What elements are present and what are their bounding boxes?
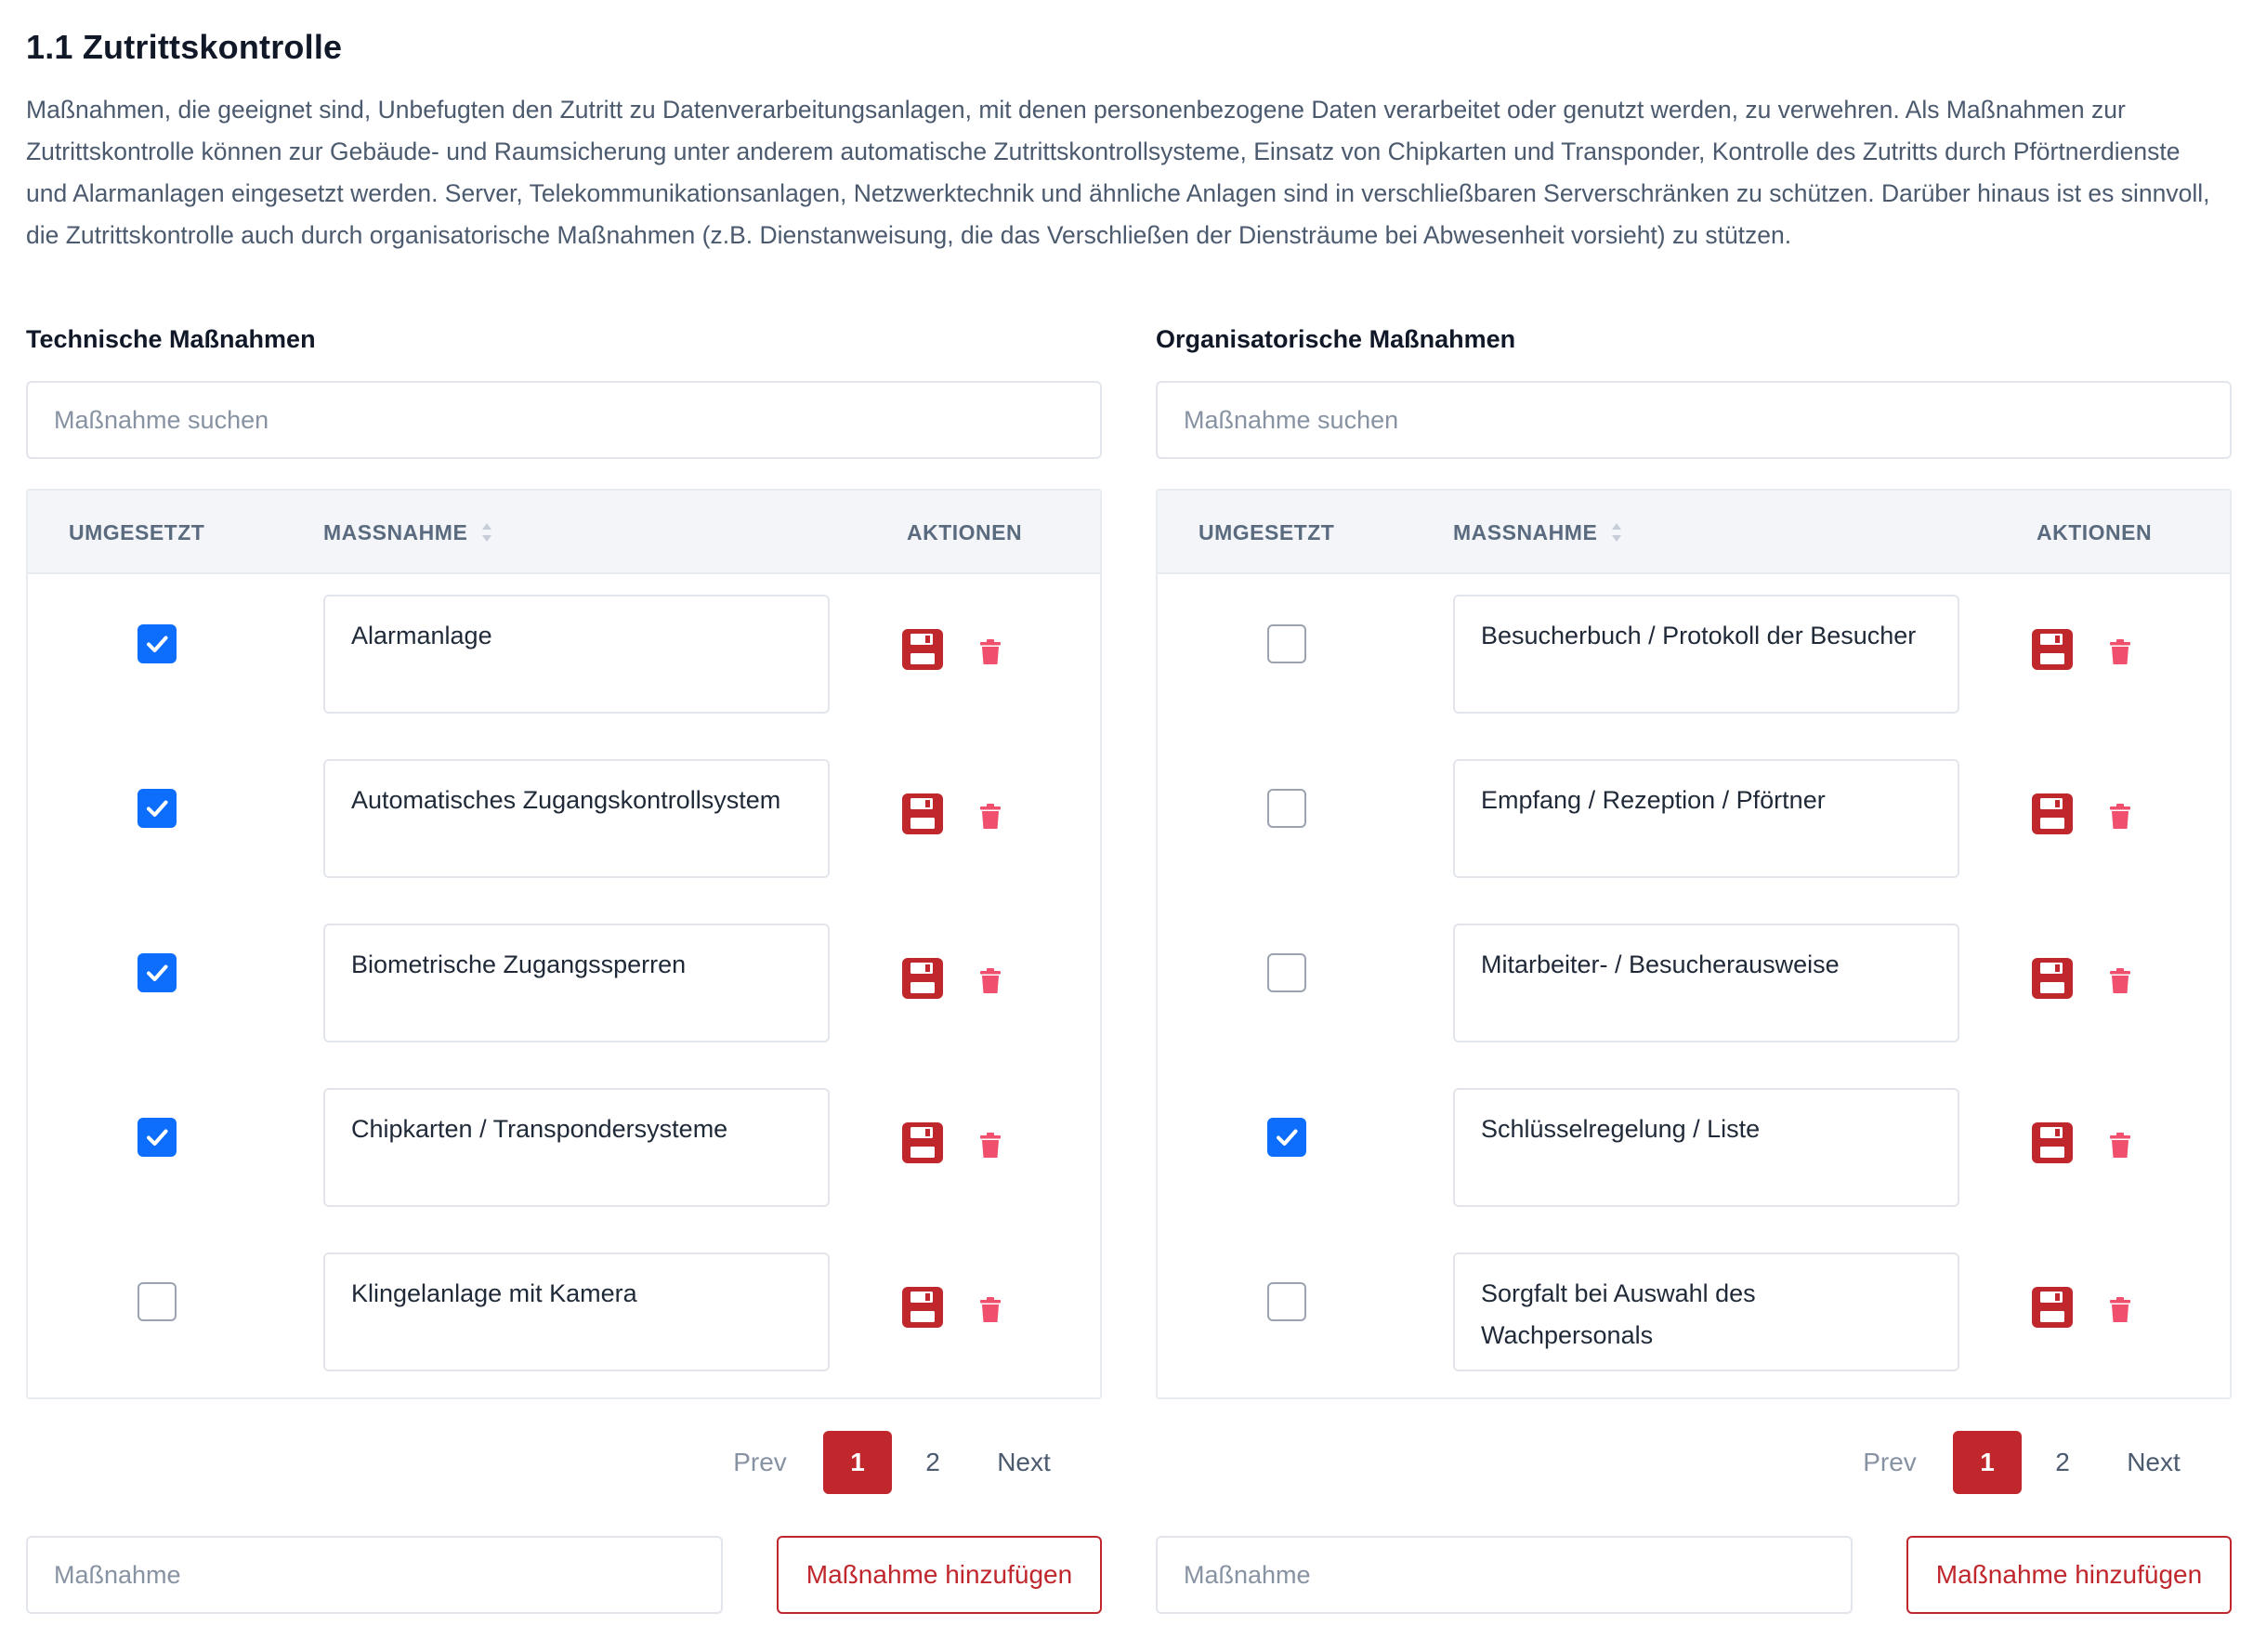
- table-row: [28, 1068, 1100, 1232]
- pagination-page-2[interactable]: 2: [925, 1448, 940, 1476]
- measure-text-field[interactable]: Chipkarten / Transpondersysteme: [323, 1088, 830, 1207]
- table-header: [1158, 491, 2230, 574]
- measure-text-field[interactable]: Biometrische Zugangssperren: [323, 924, 830, 1042]
- trash-icon[interactable]: [2109, 1133, 2131, 1159]
- checkmark-icon: [143, 630, 171, 658]
- section-description: Maßnahmen, die geeignet sind, Unbefugten den Zutritt zu Datenverarbeitungsanlagen, mit denen personenbezogene Daten verarbeitet oder genutzt werden, zu verwehren. Als Maßnahmen zur Zutrittskontrolle können zur Gebäude- und Raumsicherung unter anderem automatische Zutrittskontrollsysteme, Einsatz von Chipkarten und Transponder, Kontrolle des Zutritts durch Pförtnerdienste und Alarmanlagen eingesetzt werden. Server, Telekommunikationsanlagen, Netzwerktechnik und ähnliche Anlagen sind in verschließbaren Serverschränken zu schützen. Darüber hinaus ist es sinnvoll, die Zutrittskontrolle auch durch organisatorische Maßnahmen (z.B. Dienstanweisung, die das Verschließen der Diensträume bei Abwesenheit vorsieht) zu stützen.: [26, 96, 2210, 249]
- pagination-page-1[interactable]: 1: [1953, 1431, 2022, 1494]
- measure-text-field[interactable]: Klingelanlage mit Kamera: [323, 1252, 830, 1371]
- trash-icon[interactable]: [2109, 804, 2131, 830]
- measure-text-field[interactable]: Sorgfalt bei Auswahl des Wachpersonals: [1453, 1252, 1959, 1371]
- pagination-page-1[interactable]: 1: [823, 1431, 892, 1494]
- trash-icon[interactable]: [2109, 639, 2131, 665]
- floppy-disk-icon[interactable]: [901, 1286, 944, 1329]
- new-measure-input[interactable]: [26, 1536, 723, 1614]
- column-header-measure-label: MASSNAHME: [1453, 520, 1598, 544]
- measure-text-field[interactable]: Automatisches Zugangskontrollsystem: [323, 759, 830, 878]
- measures-table: [26, 489, 1102, 1399]
- floppy-disk-icon[interactable]: [2031, 628, 2074, 671]
- column-header-actions: AKTIONEN: [907, 520, 1023, 544]
- column-header-actions: AKTIONEN: [2037, 520, 2153, 544]
- page-title: 1.1 Zutrittskontrolle: [26, 28, 343, 66]
- floppy-disk-icon[interactable]: [2031, 1121, 2074, 1164]
- trash-icon[interactable]: [2109, 968, 2131, 994]
- sort-icon[interactable]: [1610, 521, 1623, 544]
- column-header-implemented: UMGESETZT: [1199, 520, 1335, 544]
- implemented-checkbox[interactable]: [138, 1282, 177, 1321]
- measure-text-field[interactable]: Alarmanlage: [323, 595, 830, 714]
- implemented-checkbox[interactable]: [138, 789, 177, 828]
- sort-icon[interactable]: [480, 521, 493, 544]
- floppy-disk-icon[interactable]: [901, 628, 944, 671]
- table-row: [28, 739, 1100, 903]
- implemented-checkbox[interactable]: [138, 624, 177, 663]
- column-header-measure[interactable]: [1453, 491, 1623, 574]
- floppy-disk-icon[interactable]: [2031, 1286, 2074, 1329]
- pagination-next[interactable]: Next: [2127, 1448, 2181, 1476]
- add-measure-button[interactable]: Maßnahme hinzufügen: [1906, 1536, 2232, 1614]
- table-row: [28, 1232, 1100, 1396]
- pagination-prev[interactable]: Prev: [733, 1448, 787, 1476]
- table-header: [28, 491, 1100, 574]
- checkmark-icon: [1273, 1123, 1301, 1151]
- table-row: [1158, 1068, 2230, 1232]
- column-header-measure-label: MASSNAHME: [323, 520, 468, 544]
- measure-text-field[interactable]: Mitarbeiter- / Besucherausweise: [1453, 924, 1959, 1042]
- measures-table: [1156, 489, 2232, 1399]
- floppy-disk-icon[interactable]: [901, 957, 944, 1000]
- column-heading: Technische Maßnahmen: [26, 325, 316, 353]
- implemented-checkbox[interactable]: [1267, 624, 1306, 663]
- trash-icon[interactable]: [979, 1297, 1002, 1323]
- column-header-measure[interactable]: [323, 491, 493, 574]
- checkmark-icon: [143, 794, 171, 822]
- column-header-implemented: UMGESETZT: [69, 520, 205, 544]
- table-row: [1158, 739, 2230, 903]
- implemented-checkbox[interactable]: [1267, 1282, 1306, 1321]
- floppy-disk-icon[interactable]: [2031, 957, 2074, 1000]
- table-row: [1158, 574, 2230, 739]
- new-measure-input[interactable]: [1156, 1536, 1853, 1614]
- pagination-next[interactable]: Next: [997, 1448, 1051, 1476]
- measure-search-input[interactable]: [26, 381, 1102, 459]
- checkmark-icon: [143, 959, 171, 987]
- pagination-page-2[interactable]: 2: [2055, 1448, 2070, 1476]
- measure-text-field[interactable]: Schlüsselregelung / Liste: [1453, 1088, 1959, 1207]
- trash-icon[interactable]: [979, 639, 1002, 665]
- checkmark-icon: [143, 1123, 171, 1151]
- implemented-checkbox[interactable]: [1267, 953, 1306, 992]
- trash-icon[interactable]: [979, 1133, 1002, 1159]
- trash-icon[interactable]: [979, 804, 1002, 830]
- table-row: [1158, 1232, 2230, 1396]
- implemented-checkbox[interactable]: [1267, 789, 1306, 828]
- implemented-checkbox[interactable]: [138, 953, 177, 992]
- measure-text-field[interactable]: Empfang / Rezeption / Pförtner: [1453, 759, 1959, 878]
- table-row: [1158, 903, 2230, 1068]
- implemented-checkbox[interactable]: [1267, 1118, 1306, 1157]
- trash-icon[interactable]: [2109, 1297, 2131, 1323]
- trash-icon[interactable]: [979, 968, 1002, 994]
- table-row: [28, 574, 1100, 739]
- pagination-prev[interactable]: Prev: [1863, 1448, 1917, 1476]
- floppy-disk-icon[interactable]: [2031, 793, 2074, 835]
- measure-search-input[interactable]: [1156, 381, 2232, 459]
- measure-text-field[interactable]: Besucherbuch / Protokoll der Besucher: [1453, 595, 1959, 714]
- table-row: [28, 903, 1100, 1068]
- floppy-disk-icon[interactable]: [901, 1121, 944, 1164]
- floppy-disk-icon[interactable]: [901, 793, 944, 835]
- add-measure-button[interactable]: Maßnahme hinzufügen: [777, 1536, 1102, 1614]
- implemented-checkbox[interactable]: [138, 1118, 177, 1157]
- column-heading: Organisatorische Maßnahmen: [1156, 325, 1516, 353]
